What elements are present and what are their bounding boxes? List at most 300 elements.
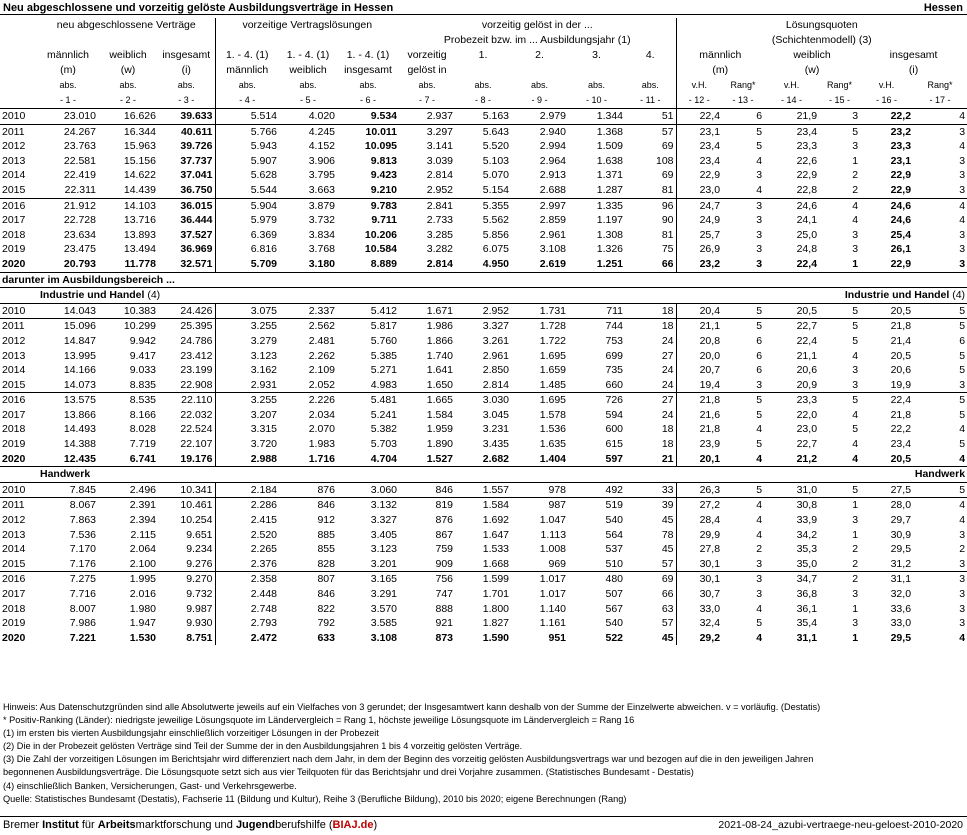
value-cell: 4 <box>756 602 763 615</box>
value-cell: 66 <box>661 257 674 270</box>
section-note: (4) <box>144 289 161 302</box>
value-cell: 33,9 <box>796 514 818 527</box>
col-j1-header: 1. <box>478 49 488 61</box>
value-cell: 1.335 <box>568 198 625 213</box>
value-cell: 537 <box>605 543 624 556</box>
table-row <box>0 139 967 154</box>
value-cell: 2.994 <box>539 140 567 153</box>
value-cell: 15.963 <box>123 140 156 153</box>
value-cell: 78 <box>661 528 674 541</box>
value-cell: 2.064 <box>129 543 156 556</box>
table-row <box>0 542 967 557</box>
value-cell: 6 <box>959 334 966 347</box>
value-cell: 8.067 <box>38 498 98 513</box>
credit-part: Jugend <box>235 819 276 831</box>
value-cell: 10.299 <box>98 319 158 334</box>
value-cell: 33,6 <box>890 602 912 615</box>
value-cell: 22.728 <box>63 214 96 227</box>
value-cell: 4 <box>959 423 966 436</box>
value-cell: 6.741 <box>129 452 156 465</box>
value-cell: 23,0 <box>796 423 818 436</box>
value-cell: 37.527 <box>180 228 213 241</box>
value-cell: 10.341 <box>158 482 215 498</box>
table-row <box>0 631 967 646</box>
unit-label: abs. <box>299 80 317 90</box>
value-cell: 2 <box>852 183 859 196</box>
header-row-4 <box>0 63 967 78</box>
value-cell: 9.210 <box>370 183 398 196</box>
value-cell: 24,7 <box>676 198 722 213</box>
value-cell: 888 <box>435 602 454 615</box>
note-0: Hinweis: Aus Datenschutzgründen sind alle Absolutwerte jeweils auf ein Vielfaches von 3 gerundet; der Insgesamtwert kann deshalb von der Summe der Einzelwerte abweichen. v = vorläufig. (Destatis) <box>3 702 821 712</box>
value-cell: 9.234 <box>186 543 213 556</box>
value-cell: 13.716 <box>123 214 156 227</box>
value-cell: 744 <box>568 319 625 334</box>
value-cell: 23,4 <box>676 139 722 154</box>
value-cell: 1.695 <box>539 349 567 362</box>
value-cell: 5 <box>959 349 966 362</box>
value-cell: 2.859 <box>539 214 567 227</box>
value-cell: 22,9 <box>890 257 912 270</box>
value-cell: 23.763 <box>63 140 96 153</box>
year-cell: 2019 <box>2 617 26 630</box>
value-cell: 3.123 <box>215 349 279 364</box>
value-cell: 96 <box>625 198 676 213</box>
value-cell: 1.404 <box>539 452 567 465</box>
value-cell: 4.245 <box>279 124 337 139</box>
value-cell: 855 <box>317 543 335 556</box>
year-cell: 2012 <box>2 514 26 527</box>
year-cell: 2020 <box>2 631 26 644</box>
value-cell: 22.908 <box>180 378 213 391</box>
value-cell: 1 <box>852 528 859 541</box>
value-cell: 8.166 <box>129 408 156 421</box>
value-cell: 711 <box>568 303 625 319</box>
value-cell: 2.940 <box>511 124 568 139</box>
value-cell: 726 <box>568 393 625 408</box>
value-cell: 507 <box>605 588 624 600</box>
value-cell: 2.814 <box>426 257 454 270</box>
value-cell: 2.961 <box>482 349 510 362</box>
value-cell: 9.711 <box>371 214 398 227</box>
value-cell: 2 <box>756 543 763 556</box>
value-cell: 37.041 <box>180 169 213 182</box>
value-cell: 75 <box>661 243 674 256</box>
value-cell: 20,8 <box>676 334 722 349</box>
unit-label: abs. <box>641 80 659 90</box>
table-row <box>0 168 967 183</box>
value-cell: 33,0 <box>890 617 912 630</box>
year-cell: 2015 <box>2 378 26 391</box>
year-cell: 2019 <box>2 243 26 256</box>
value-cell: 2 <box>852 543 859 556</box>
value-cell: 5.766 <box>215 124 279 139</box>
value-cell: 9.783 <box>337 198 399 213</box>
value-cell: 2.964 <box>539 154 567 167</box>
value-cell: 24 <box>661 408 674 421</box>
value-cell: 4 <box>756 183 763 196</box>
value-cell: 13.575 <box>38 393 98 408</box>
table-row <box>0 513 967 528</box>
value-cell: 6.816 <box>215 242 279 257</box>
value-cell: 1.641 <box>426 364 454 377</box>
credit-part: ) <box>373 819 378 831</box>
value-cell: 633 <box>317 631 335 644</box>
value-cell: 22,9 <box>676 168 722 183</box>
value-cell: 2.472 <box>215 631 279 646</box>
credit-part: für <box>78 819 98 831</box>
value-cell: 5 <box>913 303 967 319</box>
year-cell: 2010 <box>0 482 38 498</box>
value-cell: 63 <box>661 602 674 615</box>
value-cell: 26,9 <box>676 242 722 257</box>
value-cell: 5 <box>819 482 860 498</box>
value-cell: 3 <box>959 243 966 256</box>
value-cell: 22,7 <box>764 319 819 334</box>
table-row <box>0 393 967 408</box>
value-cell: 5.070 <box>482 169 510 182</box>
table-row <box>0 183 967 198</box>
column-number: - 13 - <box>732 95 754 105</box>
header-row-2 <box>0 33 967 48</box>
unit-label: v.H. <box>783 80 800 90</box>
value-cell: 1.584 <box>426 408 454 421</box>
top-rule <box>0 14 967 15</box>
value-cell: 1.533 <box>482 543 510 556</box>
value-cell: 1 <box>852 602 859 615</box>
value-cell: 807 <box>279 572 337 587</box>
value-cell: 24 <box>661 364 674 377</box>
value-cell: 5.514 <box>215 109 279 125</box>
value-cell: 34,2 <box>796 528 818 541</box>
industrie-heading <box>0 288 455 304</box>
value-cell: 69 <box>625 572 676 587</box>
value-cell: 22.311 <box>64 183 96 196</box>
value-cell: 1.599 <box>455 572 511 587</box>
column-number: - 14 - <box>781 95 803 105</box>
value-cell: 13.995 <box>63 349 96 362</box>
value-cell: 5 <box>722 319 764 334</box>
value-cell: 19,9 <box>890 378 912 391</box>
table-row <box>0 616 967 631</box>
value-cell: 2.814 <box>482 378 510 391</box>
value-cell: 912 <box>317 514 335 527</box>
value-cell: 4 <box>819 198 860 213</box>
value-cell: 1.890 <box>426 438 454 451</box>
value-cell: 909 <box>435 557 454 570</box>
value-cell: 25,0 <box>796 228 818 241</box>
value-cell: 1.161 <box>539 617 567 630</box>
value-cell: 3 <box>959 588 966 600</box>
table-row <box>0 363 967 378</box>
value-cell: 14.622 <box>123 169 156 182</box>
value-cell: 3 <box>722 198 764 213</box>
value-cell: 25,4 <box>890 228 912 241</box>
value-cell: 1.647 <box>482 528 510 541</box>
value-cell: 20,5 <box>764 303 819 319</box>
value-cell: 30,1 <box>676 557 722 572</box>
value-cell: 30,7 <box>676 587 722 602</box>
value-cell: 36,1 <box>796 602 818 615</box>
value-cell: 18 <box>625 303 676 319</box>
value-cell: 6 <box>722 109 764 125</box>
value-cell: 3 <box>756 378 763 391</box>
value-cell: 2.034 <box>308 408 335 421</box>
value-cell: 3 <box>959 169 966 182</box>
year-cell: 2010 <box>0 303 38 319</box>
value-cell: 4 <box>959 631 966 644</box>
column-number: - 3 - <box>178 95 195 105</box>
biaj-link[interactable]: BIAJ.de <box>332 819 374 831</box>
value-cell: 57 <box>661 617 674 630</box>
section-label: Industrie und Handel <box>40 289 145 302</box>
value-cell: 3.123 <box>370 543 398 556</box>
value-cell: 1.584 <box>455 498 511 513</box>
col-w-sub: (w) <box>120 64 136 76</box>
value-cell: 969 <box>548 557 567 570</box>
value-cell: 3.795 <box>308 169 335 182</box>
value-cell: 40.611 <box>158 124 215 139</box>
credit-part: Bremer <box>3 819 43 831</box>
value-cell: 3.570 <box>370 602 398 615</box>
year-cell: 2013 <box>2 528 26 541</box>
column-number: - 16 - <box>876 95 898 105</box>
value-cell: 1.536 <box>539 423 567 436</box>
bottom-rule <box>0 816 967 817</box>
value-cell: 20,9 <box>796 378 818 391</box>
col-qw-header: weiblich <box>793 49 831 61</box>
value-cell: 20.793 <box>63 257 96 270</box>
value-cell: 5.481 <box>337 393 399 408</box>
value-cell: 3.207 <box>215 408 279 423</box>
value-cell: 5 <box>756 438 763 451</box>
value-cell: 1.527 <box>426 452 454 465</box>
value-cell: 32.571 <box>180 257 213 270</box>
value-cell: 3.834 <box>308 228 335 241</box>
value-cell: 5 <box>756 140 763 153</box>
value-cell: 3 <box>852 588 859 600</box>
value-cell: 4 <box>756 514 763 527</box>
header-row-1 <box>0 18 967 33</box>
value-cell: 2.562 <box>279 319 337 334</box>
value-cell: 12.435 <box>63 452 96 465</box>
value-cell: 22,0 <box>796 408 818 421</box>
value-cell: 10.011 <box>337 124 399 139</box>
value-cell: 20,5 <box>890 452 912 465</box>
value-cell: 13.494 <box>123 243 156 256</box>
value-cell: 2.376 <box>215 557 279 572</box>
unit-label: Rang* <box>730 80 756 90</box>
value-cell: 22,4 <box>796 257 818 270</box>
value-cell: 2.337 <box>279 303 337 319</box>
publisher-credit <box>3 819 377 831</box>
value-cell: 3.732 <box>308 214 335 227</box>
value-cell: 20,4 <box>676 303 722 319</box>
value-cell: 1.665 <box>399 393 455 408</box>
value-cell: 3 <box>959 602 966 615</box>
value-cell: 1.557 <box>455 482 511 498</box>
year-cell: 2016 <box>0 198 38 213</box>
value-cell: 5.760 <box>370 334 398 347</box>
section-intro: darunter im Ausbildungsbereich ... <box>0 272 967 288</box>
year-cell: 2014 <box>2 364 26 377</box>
value-cell: 978 <box>511 482 568 498</box>
year-cell: 2019 <box>2 438 26 451</box>
column-number: - 7 - <box>419 95 436 105</box>
value-cell: 1.368 <box>568 124 625 139</box>
value-cell: 5.241 <box>370 408 398 421</box>
value-cell: 873 <box>435 631 454 644</box>
value-cell: 480 <box>568 572 625 587</box>
value-cell: 1.980 <box>129 602 156 615</box>
region-label: Hessen <box>923 2 963 14</box>
table-row <box>0 228 967 243</box>
value-cell: 3.045 <box>482 408 510 421</box>
group-neu-header: neu abgeschlossene Verträge <box>56 19 196 31</box>
table-row <box>0 572 967 587</box>
value-cell: 1.728 <box>511 319 568 334</box>
value-cell: 3 <box>959 557 966 570</box>
year-cell: 2014 <box>2 543 26 556</box>
value-cell: 1.722 <box>539 334 567 347</box>
value-cell: 9.270 <box>158 572 215 587</box>
value-cell: 1.716 <box>308 452 335 465</box>
table-row <box>0 334 967 349</box>
value-cell: 1.650 <box>426 378 454 391</box>
value-cell: 3 <box>756 588 763 600</box>
value-cell: 9.534 <box>337 109 399 125</box>
value-cell: 564 <box>605 528 624 541</box>
unit-label: abs. <box>418 80 436 90</box>
value-cell: 10.383 <box>98 303 158 319</box>
value-cell: 2.793 <box>215 616 279 631</box>
value-cell: 7.170 <box>69 543 96 556</box>
unit-label: abs. <box>588 80 606 90</box>
value-cell: 4 <box>913 109 967 125</box>
value-cell: 22,2 <box>860 109 913 125</box>
value-cell: 2.286 <box>215 498 279 513</box>
value-cell: 5.382 <box>370 423 398 436</box>
value-cell: 567 <box>605 602 624 615</box>
value-cell: 540 <box>605 514 624 527</box>
value-cell: 4 <box>852 214 859 227</box>
value-cell: 3 <box>959 378 966 391</box>
value-cell: 519 <box>568 498 625 513</box>
value-cell: 1.344 <box>568 109 625 125</box>
value-cell: 3.060 <box>337 482 399 498</box>
value-cell: 31,1 <box>796 631 818 644</box>
value-cell: 510 <box>605 557 624 570</box>
value-cell: 25,7 <box>676 228 722 243</box>
value-cell: 29,7 <box>890 514 912 527</box>
table-row <box>0 303 967 319</box>
credit-part: Institut <box>42 819 79 831</box>
value-cell: 8.028 <box>129 423 156 436</box>
col-vi-sub: insgesamt <box>344 64 392 76</box>
value-cell: 1.047 <box>539 514 567 527</box>
value-cell: 828 <box>317 557 335 570</box>
value-cell: 1.008 <box>539 543 567 556</box>
col-j4-header: 4. <box>645 49 655 61</box>
value-cell: 5.271 <box>370 364 398 377</box>
value-cell: 4 <box>959 214 966 227</box>
value-cell: 20,6 <box>890 364 912 377</box>
value-cell: 5.520 <box>482 140 510 153</box>
value-cell: 3 <box>852 364 859 377</box>
value-cell: 3.231 <box>482 423 510 436</box>
value-cell: 5.703 <box>370 438 398 451</box>
value-cell: 699 <box>605 349 624 362</box>
value-cell: 32,4 <box>676 616 722 631</box>
column-number: - 17 - <box>929 95 951 105</box>
value-cell: 27,8 <box>676 542 722 557</box>
value-cell: 36.750 <box>180 183 213 196</box>
note-6: (4) einschließlich Banken, Versicherungen, Gast- und Verkehrsgewerbe. <box>3 780 297 791</box>
unit-label: abs. <box>59 80 77 90</box>
value-cell: 2 <box>819 572 860 587</box>
table-row <box>0 154 967 169</box>
value-cell: 7.716 <box>69 588 96 600</box>
value-cell: 3 <box>852 228 859 241</box>
value-cell: 1 <box>852 154 859 167</box>
value-cell: 35,0 <box>796 557 818 570</box>
value-cell: 13.866 <box>63 408 96 421</box>
value-cell: 22.110 <box>158 393 215 408</box>
column-number: - 4 - <box>215 93 279 109</box>
value-cell: 69 <box>661 169 674 182</box>
year-cell: 2010 <box>0 109 38 125</box>
value-cell: 3.405 <box>370 528 398 541</box>
year-cell: 2013 <box>2 349 26 362</box>
value-cell: 846 <box>317 588 335 600</box>
value-cell: 1 <box>819 498 860 513</box>
industrie-heading-row <box>0 288 967 304</box>
value-cell: 3.162 <box>215 363 279 378</box>
value-cell: 3.291 <box>370 588 398 600</box>
group-probezeit-header-2: Probezeit bzw. im ... Ausbildungsjahr (1) <box>443 34 631 46</box>
year-cell: 2018 <box>2 423 26 436</box>
value-cell: 2.841 <box>399 198 455 213</box>
value-cell: 1.371 <box>596 169 624 182</box>
value-cell: 1.947 <box>129 617 156 630</box>
unit-label: abs. <box>474 80 492 90</box>
year-cell: 2012 <box>2 334 26 347</box>
value-cell: 66 <box>661 588 674 600</box>
value-cell: 7.863 <box>69 514 96 527</box>
table-row <box>0 482 967 498</box>
year-cell: 2012 <box>2 140 26 153</box>
value-cell: 36.015 <box>158 198 215 213</box>
value-cell: 22,6 <box>796 154 818 167</box>
value-cell: 3.141 <box>426 140 454 153</box>
value-cell: 3.297 <box>399 124 455 139</box>
value-cell: 31,0 <box>764 482 819 498</box>
value-cell: 23.634 <box>63 228 96 241</box>
note-7: Quelle: Statistisches Bundesamt (Destatis), Fachserie 11 (Bildung und Kultur), Reihe 3 (Berufliche Bildung), 2010 bis 2020; eigene Berechnungen (Rang) <box>3 793 627 804</box>
value-cell: 2.937 <box>399 109 455 125</box>
column-number: - 8 - <box>475 95 492 105</box>
value-cell: 14.103 <box>98 198 158 213</box>
value-cell: 3.075 <box>215 303 279 319</box>
column-number-row <box>0 93 967 109</box>
value-cell: 921 <box>435 617 454 630</box>
value-cell: 1.251 <box>596 257 624 270</box>
value-cell: 1.113 <box>540 528 567 541</box>
value-cell: 1.866 <box>426 334 454 347</box>
value-cell: 1.692 <box>482 514 510 527</box>
value-cell: 4 <box>852 408 859 421</box>
value-cell: 5 <box>819 319 860 334</box>
